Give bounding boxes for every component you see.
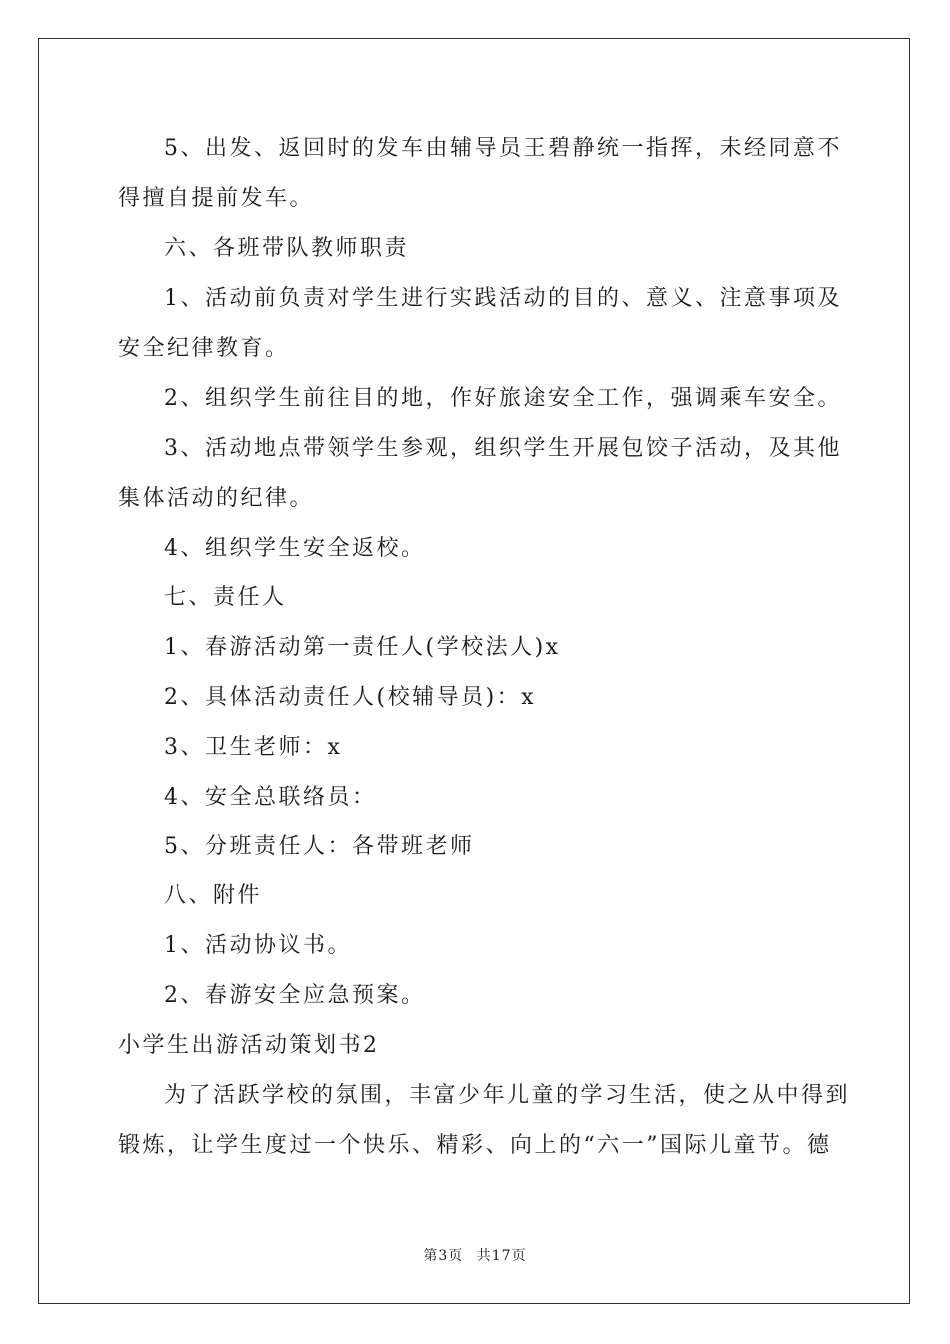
paragraph-line: 4、安全总联络员： (164, 785, 377, 810)
paragraph-line: 2、具体活动责任人(校辅导员)：x (164, 685, 537, 710)
section-heading: 七、责任人 (164, 585, 287, 610)
paragraph-line: 5、出发、返回时的发车由辅导员王碧静统一指挥，未经同意不 (164, 136, 842, 161)
page-number: 第3页 (423, 1248, 464, 1264)
paragraph-line: 3、卫生老师：x (164, 735, 343, 760)
paragraph-line: 2、组织学生前往目的地，作好旅途安全工作，强调乘车安全。 (164, 386, 842, 411)
paragraph-line: 4、组织学生安全返校。 (164, 536, 426, 561)
paragraph-line: 1、活动协议书。 (164, 933, 352, 958)
paragraph-line: 锻炼，让学生度过一个快乐、精彩、向上的“六一”国际儿童节。德 (118, 1133, 832, 1158)
paragraph-line: 1、活动前负责对学生进行实践活动的目的、意义、注意事项及 (164, 286, 842, 311)
paragraph-line: 集体活动的纪律。 (118, 486, 315, 511)
paragraph-line: 3、活动地点带领学生参观，组织学生开展包饺子活动，及其他 (164, 436, 842, 461)
page-total: 共17页 (476, 1248, 527, 1264)
page-border (38, 38, 910, 1304)
paragraph-line: 安全纪律教育。 (118, 336, 290, 361)
paragraph-line: 1、春游活动第一责任人(学校法人)x (164, 635, 561, 660)
section-heading: 八、附件 (164, 883, 263, 908)
paragraph-line: 为了活跃学校的氛围，丰富少年儿童的学习生活，使之从中得到 (164, 1083, 851, 1108)
document-title: 小学生出游活动策划书2 (118, 1033, 380, 1058)
page-footer (0, 1246, 950, 1266)
paragraph-line: 5、分班责任人：各带班老师 (164, 834, 475, 859)
paragraph-line: 得擅自提前发车。 (118, 186, 315, 211)
paragraph-line: 2、春游安全应急预案。 (164, 983, 426, 1008)
section-heading: 六、各班带队教师职责 (164, 236, 410, 261)
